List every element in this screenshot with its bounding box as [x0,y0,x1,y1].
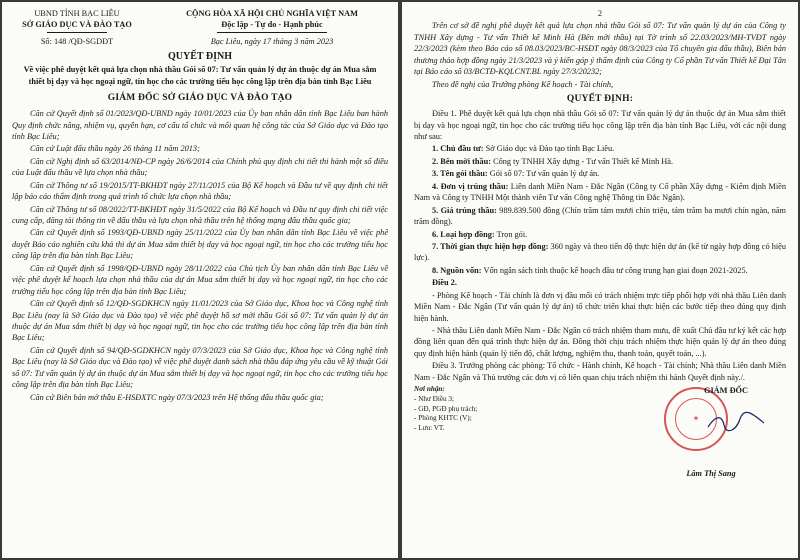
item-label: 5. Giá trúng thầu: [432,205,497,215]
decision-item [414,143,786,154]
item-label: 4. Đơn vị trúng thầu: [432,181,509,191]
legal-basis-paragraph: Căn cứ Biên bản mở thầu E-HSĐXTC ngày 07/3/2023 trên Hệ thống đấu thầu quốc gia; [30,392,324,402]
legal-basis-paragraph: Căn cứ Thông tư số 19/2015/TT-BKHĐT ngày 27/11/2015 của Bộ Kế hoạch và Đầu tư về quy định chi tiết lập báo cáo thẩm định trong quá trình tổ chức lựa chọn nhà thầu; [12,180,388,202]
legal-basis-paragraph: Căn cứ Quyết định số 1993/QĐ-UBND ngày 25/11/2022 của Ủy ban nhân dân tỉnh Bạc Liêu về việc phê duyệt Báo cáo nghiên cứu khả thi dự án Mua sắm thiết bị dạy và học ngoại ngữ, tin học cho các trường tiểu học công lập trên địa bàn tỉnh Bạc Liêu; [12,228,388,261]
recipient-item: - Lưu: VT. [414,424,445,433]
decision-title: QUYẾT ĐỊNH [168,51,232,63]
item-label: 2. Bên mời thầu: [432,156,491,166]
motto-underline [217,32,327,33]
item-text: 360 ngày và theo tiến độ thực hiện dự án (kể từ ngày hợp đồng có hiệu lực). [414,241,786,263]
document-number: Số: 148 /QĐ-SGDĐT [40,36,114,46]
issuing-agency [12,8,142,47]
authority-heading: GIÁM ĐỐC SỞ GIÁO DỤC VÀ ĐÀO TẠO [107,92,293,103]
proposal-paragraph: Trên cơ sở đề nghị phê duyệt kết quả lựa chọn nhà thầu Gói số 07: Tư vấn quản lý dự án của Công ty TNHH Xây dựng - Tư vấn Thiết kế Minh Hà (Bên mời thầu) tại Tờ trình số 22.03/2023/MH-TVĐT ngày 22/3/2023 (kèm theo Báo cáo số 08.03/2023/BC-HSĐT ngày 08/3/2023 của Tổ chuyên gia đấu thầu), Biên bản thương thảo hợp đồng ngày 21/3/2023 và ý kiến góp ý thẩm định của Công ty Cổ phần Tư vấn Thiết kế Đại Tân tại Báo cáo số 03/BCTĐ-KQLCNT.BL ngày 27/3/20232; [414,21,786,77]
item-text: Vốn ngân sách tỉnh thuộc kế hoạch đầu tư công trung hạn giai đoạn 2021-2025. [481,265,748,275]
national-motto: Độc lập - Tự do - Hạnh phúc [221,20,323,30]
legal-basis-paragraph: Căn cứ Thông tư số 08/2022/TT-BKHĐT ngày 31/5/2022 của Bộ Kế hoạch và Đầu tư quy định chi tiết việc cung cấp, đăng tải thông tin về đấu thầu và lựa chọn nhà thầu trên hệ thống mạng đấu thầu quốc gia; [12,204,388,226]
item-label: 7. Thời gian thực hiện hợp đồng: [432,241,549,251]
item-text: Gói số 07: Tư vấn quản lý dự án. [487,169,600,179]
signer-name: Lâm Thị Sang [686,468,736,478]
item-text: Sở Giáo dục và Đào tạo tỉnh Bạc Liêu. [483,144,615,154]
proposal-paragraph: Theo đề nghị của Trưởng phòng Kế hoạch - Tài chính, [432,79,614,89]
agency-name: SỞ GIÁO DỤC VÀ ĐÀO TẠO [22,20,132,30]
document-date: Bạc Liêu, ngày 17 tháng 3 năm 2023 [210,36,334,46]
document-header [12,8,388,47]
article-2-paragraph: - Phòng Kế hoạch - Tài chính là đơn vị đầu mối có trách nhiệm trực tiếp phối hợp với nhà thầu Liên danh Miền Nam - Đắc Ngân (Tư vấn quản lý dự án) tổ chức triển khai thực hiện các bước tiếp theo đúng quy định hiện hành. [414,290,786,323]
recipient-item: - GĐ, PGĐ phụ trách; [414,404,478,413]
legal-basis-paragraph: Căn cứ Quyết định số 1998/QĐ-UBND ngày 28/11/2022 của Chủ tịch Ủy ban nhân dân tỉnh Bạc Liêu về việc phê duyệt kế hoạch lựa chọn nhà thầu của dự án Mua sắm thiết bị dạy và học ngoại ngữ, tin học cho các trường tiểu học công lập trên địa bàn tỉnh Bạc Liêu; [12,263,388,296]
document-page-1 [2,2,398,558]
decision-item [414,168,786,179]
legal-basis-list [12,108,388,403]
agency-underline [47,32,107,33]
legal-basis-paragraph: Căn cứ Quyết định số 01/2023/QĐ-UBND ngày 10/01/2023 của Ủy ban nhân dân tỉnh Bạc Liêu ban hành Quy định chức năng, nhiệm vụ, quyền hạn, cơ cấu tổ chức và mối quan hệ công tác của Sở Giáo dục và Đào tạo tỉnh Bạc Liêu; [12,109,388,141]
agency-parent: UBND TỈNH BẠC LIÊU [34,9,120,18]
signature-block [636,385,786,481]
recipients-title: Nơi nhận: [414,385,445,394]
seal-star-icon: ★ [675,398,717,440]
article-3: Điều 3. Trưởng phòng các phòng: Tổ chức - Hành chính, Kế hoạch - Tài chính; Nhà thầu Liên danh Miền Nam - Đắc Ngân và Thủ trưởng các đơn vị có liên quan chịu trách nhiệm thi hành Quyết định này./. [414,361,786,382]
document-page-2 [402,2,798,558]
page-number: 2 [597,9,603,18]
recipient-item: - Phòng KHTC (V); [414,414,472,423]
legal-basis-paragraph: Căn cứ Luật đấu thầu ngày 26 tháng 11 năm 2013; [30,144,200,154]
article-1: Điều 1. Phê duyệt kết quả lựa chọn nhà thầu Gói số 07: Tư vấn quản lý dự án thuộc dự án Mua sắm thiết bị dạy và học ngoại ngữ, tin học cho các trường tiểu học công lập trên địa bàn tỉnh Bạc Liêu, với các nội dung như sau: [414,109,786,142]
legal-basis-paragraph: Căn cứ Quyết định số 12/QĐ-SGDKHCN ngày 11/01/2023 của Sở Giáo dục, Khoa học và Công nghệ tỉnh Bạc Liêu (nay là Sở Giáo dục và Đào tạo) về việc phê duyệt hồ sơ mời thầu Gói số 07: Tư vấn quản lý dự án thuộc dự án Mua sắm thiết bị dạy và học ngoại ngữ, tin học cho các trường tiểu học công lập trên địa bàn tỉnh Bạc Liêu; [12,299,388,343]
recipients-block [414,385,564,481]
national-header [156,8,388,47]
decision-item [414,205,786,228]
decision-item [414,156,786,167]
recipient-item: - Như Điều 3; [414,394,455,403]
decision-item [414,265,786,276]
article-2-heading: Điều 2. [432,278,457,288]
item-text: Công ty TNHH Xây dựng - Tư vấn Thiết kế Minh Hà. [491,156,674,166]
signer-title: GIÁM ĐỐC [703,386,749,396]
document-footer [414,385,786,481]
item-text: Trọn gói. [494,229,528,239]
item-label: 3. Tên gói thầu: [432,169,488,179]
decision-item [414,229,786,240]
decision-item [414,241,786,264]
item-label: 1. Chủ đầu tư: [432,144,484,154]
item-text: Liên danh Miền Nam - Đắc Ngân (Công ty Cổ phần Xây dựng - Kiểm định Miền Nam và Công ty TNHH Một thành viên Tư vấn Công nghệ Thông tin Đắc Ngân). [414,181,786,203]
handwritten-signature [706,411,766,433]
legal-basis-paragraph: Căn cứ Quyết định số 94/QĐ-SGDKHCN ngày 07/3/2023 của Sở Giáo dục, Khoa học và Công nghệ tỉnh Bạc Liêu (nay là Sở Giáo dục và Đào tạo) về việc phê duyệt danh sách nhà thầu đáp ứng yêu cầu về kỹ thuật Gói số 07: Tư vấn quản lý dự án thuộc dự án Mua sắm thiết bị dạy và học ngoại ngữ, tin học cho các trường tiểu học công lập trên địa bàn tỉnh Bạc Liêu; [12,345,388,390]
decision-items [414,143,786,276]
decision-item [414,181,786,204]
decision-subtitle: Về việc phê duyệt kết quả lựa chọn nhà thầu Gói số 07: Tư vấn quản lý dự án thuộc dự án Mua sắm thiết bị dạy và học ngoại ngữ, tin học cho các trường tiểu học công lập trên địa bàn tỉnh Bạc Liêu [23,65,377,86]
legal-basis-paragraph: Căn cứ Nghị định số 63/2014/NĐ-CP ngày 26/6/2014 của Chính phủ quy định chi tiết thi hành một số điều của Luật đấu thầu về lựa chọn nhà thầu; [12,156,388,178]
decision-heading: QUYẾT ĐỊNH: [566,94,634,105]
item-label: 8. Nguồn vốn: [432,265,482,275]
article-2-paragraph: - Nhà thầu Liên danh Miền Nam - Đắc Ngân có trách nhiệm tham mưu, đề xuất Chủ đầu tư ký kết các hợp đồng liên quan đến quá trình thực hiện dự án. Đồng thời chịu trách nhiệm thực hiện quản lý dự án theo đúng quy định hiện hành (quản lý tiến độ, chất lượng, nghiệm thu, thanh toán, quyết toán, ...). [414,326,786,358]
national-title: CỘNG HÒA XÃ HỘI CHỦ NGHĨA VIỆT NAM [186,9,358,18]
item-text: 989.839.500 đồng (Chín trăm tám mươi chín triệu, tám trăm ba mươi chín ngàn, năm trăm đồng). [414,205,787,227]
item-label: 6. Loại hợp đồng: [432,229,495,239]
